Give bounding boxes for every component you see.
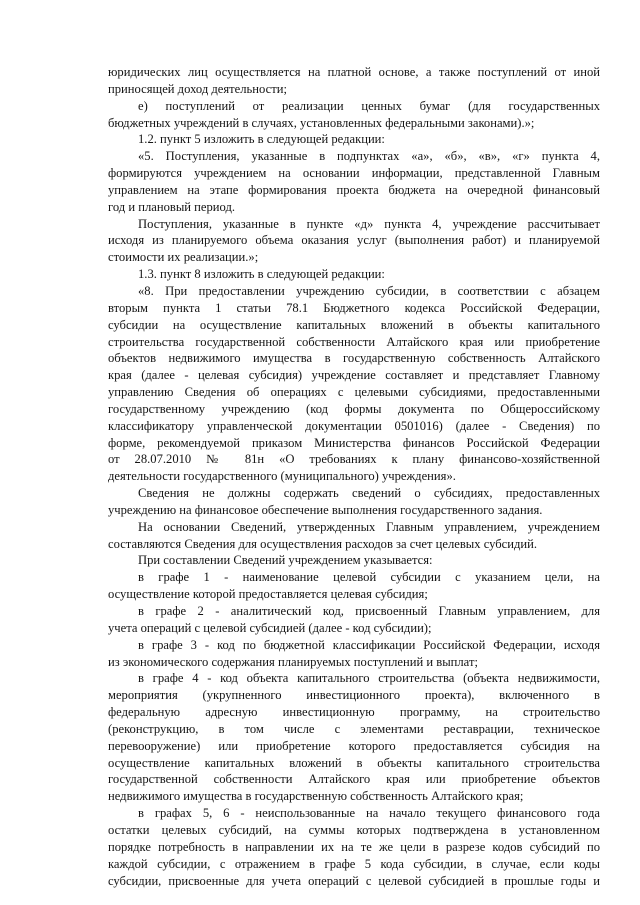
text-line <box>108 435 600 452</box>
text-line <box>108 552 600 569</box>
text-line <box>108 771 600 788</box>
text-line <box>108 687 600 704</box>
text-line <box>108 384 600 401</box>
text-line <box>108 485 600 502</box>
text-line <box>108 451 600 468</box>
text-line-content: форме, рекомендуемой приказом Министерства финансов Российской Федерации <box>108 435 600 450</box>
text-line <box>108 300 600 317</box>
text-line <box>108 98 600 115</box>
text-line <box>108 839 600 856</box>
text-line <box>108 148 600 165</box>
document-body <box>108 64 600 889</box>
text-line-content: вторым пункта 1 статьи 78.1 Бюджетного кодекса Российской Федерации, <box>108 300 600 315</box>
text-line-content: в графе 3 - код по бюджетной классификации Российской Федерации, исходя <box>138 637 600 652</box>
text-line <box>108 856 600 873</box>
text-line <box>108 232 600 249</box>
text-line-content: год и плановый период. <box>108 199 236 214</box>
text-line-content: (реконструкцию, в том числе с элементами реставрации, техническое <box>108 721 600 736</box>
text-line-content: порядке потребность в направлении их на те же цели в разрезе кодов субсидий по <box>108 839 600 854</box>
text-line-content: учреждению на финансовое обеспечение выполнения государственного задания. <box>108 502 543 517</box>
text-line <box>108 64 600 81</box>
text-line <box>108 788 600 805</box>
text-line-content: е) поступлений от реализации ценных бумаг (для государственных <box>138 98 600 113</box>
text-line-content: При составлении Сведений учреждением указывается: <box>138 553 433 568</box>
text-line-content: деятельности государственного (муниципального) учреждения». <box>108 469 456 484</box>
text-line <box>108 334 600 351</box>
text-line-content: осуществление которой предоставляется целевая субсидия; <box>108 587 428 602</box>
text-line <box>108 115 600 132</box>
text-line-content: в графе 1 - наименование целевой субсидии с указанием цели, на <box>138 570 600 585</box>
text-line-content: в графе 4 - код объекта капитального строительства (объекта недвижимости, <box>138 671 600 686</box>
text-line <box>108 216 600 233</box>
text-line <box>108 637 600 654</box>
text-line-content: мероприятия (укрупненного инвестиционного проекта), включенного в <box>108 688 600 703</box>
text-line-content: государственной собственности Алтайского края или приобретение объектов <box>108 772 600 787</box>
text-line-content: управлению Сведения об операциях с целевыми субсидиями, предоставленными <box>108 385 600 400</box>
text-line <box>108 654 600 671</box>
text-line-content: «8. При предоставлении учреждению субсидии, в соответствии с абзацем <box>138 283 600 298</box>
text-line-content: осуществление капитальных вложений в объекты капитального строительства <box>108 755 600 770</box>
text-line-content: приносящей доход деятельности; <box>108 81 287 96</box>
text-line-content: стоимости их реализации.»; <box>108 250 259 265</box>
text-line <box>108 199 600 216</box>
text-line-content: субсидии на осуществление капитальных вложений в объекты капитального <box>108 317 600 332</box>
text-line <box>108 317 600 334</box>
text-line <box>108 350 600 367</box>
text-line <box>108 81 600 98</box>
text-line <box>108 704 600 721</box>
text-line-content: в графах 5, 6 - неиспользованные на начало текущего финансового года <box>138 806 600 821</box>
text-line-content: «5. Поступления, указанные в подпунктах «а», «б», «в», «г» пункта 4, <box>138 149 600 164</box>
text-line-content: составляются Сведения для осуществления расходов за счет целевых субсидий. <box>108 536 538 551</box>
text-line <box>108 721 600 738</box>
text-line <box>108 401 600 418</box>
text-line-content: классификатору управленческой документации 0501016) (далее - Сведения) по <box>108 418 600 433</box>
text-line-content: управлением на этапе формирования проекта бюджета на очередной финансовый <box>108 182 600 197</box>
text-line-content: Сведения не должны содержать сведений о субсидиях, предоставленных <box>138 486 600 501</box>
text-line <box>108 519 600 536</box>
text-line <box>108 249 600 266</box>
text-line-content: исходя из планируемого объема оказания услуг (выполнения работ) и планируемой <box>108 233 600 248</box>
text-line-content: учета операций с целевой субсидией (далее - код субсидии); <box>108 620 432 635</box>
text-line-content: каждой субсидии, с отражением в графе 5 кода субсидии, в случае, если коды <box>108 856 600 871</box>
text-line-content: юридических лиц осуществляется на платной основе, а также поступлений от иной <box>108 65 600 79</box>
text-line <box>108 569 600 586</box>
text-line <box>108 266 600 283</box>
text-line-content: недвижимого имущества в государственную собственность Алтайского края; <box>108 789 524 804</box>
text-line-content: федеральную адресную инвестиционную программу, на строительство <box>108 705 600 720</box>
text-line-content: перевооружение) или приобретение которого предоставляется субсидия на <box>108 738 600 753</box>
text-line-content: из экономического содержания планируемых поступлений и выплат; <box>108 654 478 669</box>
text-line <box>108 670 600 687</box>
text-line-content: в графе 2 - аналитический код, присвоенный Главным управлением, для <box>138 604 600 618</box>
text-line <box>108 805 600 822</box>
text-line <box>108 873 600 890</box>
text-line <box>108 468 600 485</box>
text-line <box>108 586 600 603</box>
text-line-content: строительства государственной собственности Алтайского края или приобретение <box>108 334 600 349</box>
text-line-content: объектов недвижимого имущества в государственную собственность Алтайского <box>108 351 600 366</box>
text-line <box>108 536 600 553</box>
text-line <box>108 502 600 519</box>
text-line <box>108 182 600 199</box>
text-line-content: края (далее - целевая субсидия) учреждение составляет и представляет Главному <box>108 368 600 383</box>
text-line-content: формируются учреждением на основании информации, представленной Главным <box>108 166 600 181</box>
text-line <box>108 620 600 637</box>
text-line <box>108 603 600 620</box>
text-line-content: субсидии, присвоенные для учета операций с целевой субсидией в прошлые годы и <box>108 873 600 888</box>
text-line <box>108 755 600 772</box>
text-line-content: 1.3. пункт 8 изложить в следующей редакции: <box>138 267 385 282</box>
text-line-content: остатки целевых субсидий, на суммы которых подтверждена в установленном <box>108 822 600 837</box>
text-line-content: 1.2. пункт 5 изложить в следующей редакции: <box>138 132 385 147</box>
text-line-content: На основании Сведений, утвержденных Главным управлением, учреждением <box>138 519 600 534</box>
text-line <box>108 165 600 182</box>
text-line <box>108 418 600 435</box>
text-line <box>108 822 600 839</box>
text-line <box>108 131 600 148</box>
text-line-content: от 28.07.2010 № 81н «О требованиях к плану финансово-хозяйственной <box>108 452 600 467</box>
text-line <box>108 283 600 300</box>
text-line-content: Поступления, указанные в пункте «д» пункта 4, учреждение рассчитывает <box>138 216 600 231</box>
text-line <box>108 367 600 384</box>
text-line-content: бюджетных учреждений в случаях, установленных федеральными законами).»; <box>108 115 535 130</box>
text-line <box>108 738 600 755</box>
text-line-content: государственному учреждению (код формы документа по Общероссийскому <box>108 401 600 416</box>
